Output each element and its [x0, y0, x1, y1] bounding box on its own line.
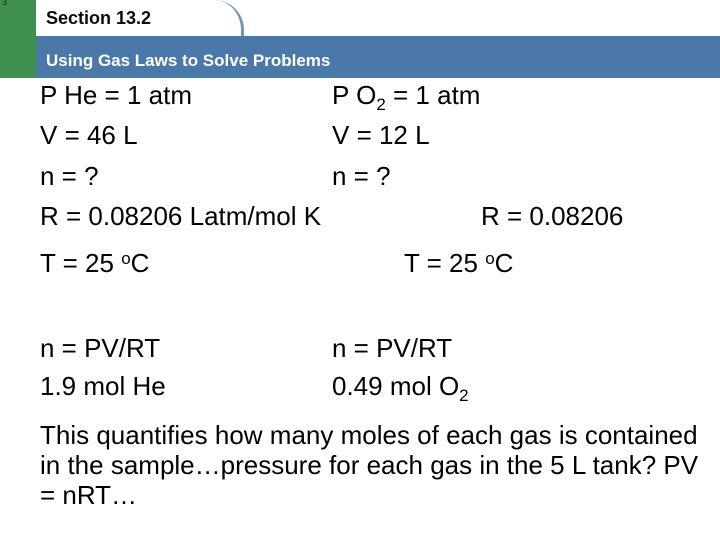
explanation-paragraph: This quantifies how many moles of each gas is contained in the sample…pressure for each gas in the 5 L tank? PV = nRT… [40, 420, 699, 510]
left-pressure: P He = 1 atm [40, 80, 192, 110]
slide-subtitle: Using Gas Laws to Solve Problems [46, 51, 331, 70]
left-moles: n = ? [40, 161, 99, 191]
right-pressure-value: = 1 atm [385, 80, 481, 110]
left-temp-degree: o [121, 249, 131, 268]
left-gas-constant: R = 0.08206 Latm/mol K [40, 201, 322, 231]
right-pressure-subscript: 2 [376, 95, 386, 114]
left-temperature [40, 248, 149, 278]
right-temp-degree: o [485, 249, 495, 268]
right-temperature [404, 248, 513, 278]
corner-mark: 3 [2, 0, 8, 7]
left-temp-unit: C [130, 248, 150, 278]
left-formula: n = PV/RT [40, 333, 161, 363]
right-moles: n = ? [332, 161, 391, 191]
green-side-tab [0, 0, 36, 78]
left-volume: V = 46 L [40, 120, 138, 150]
right-result-label: 0.49 mol O [332, 371, 460, 401]
right-pressure [332, 80, 481, 114]
right-gas-constant: R = 0.08206 [481, 201, 624, 231]
right-temp-value: T = 25 [404, 248, 486, 278]
right-result [332, 371, 469, 405]
left-temp-value: T = 25 [40, 248, 122, 278]
section-label: Section 13.2 [46, 8, 152, 28]
right-volume: V = 12 L [332, 120, 430, 150]
slide-header [0, 0, 720, 78]
left-result: 1.9 mol He [40, 371, 166, 401]
right-formula: n = PV/RT [332, 333, 453, 363]
right-temp-unit: C [494, 248, 514, 278]
right-result-subscript: 2 [459, 386, 469, 405]
right-pressure-label: P O [332, 80, 377, 110]
